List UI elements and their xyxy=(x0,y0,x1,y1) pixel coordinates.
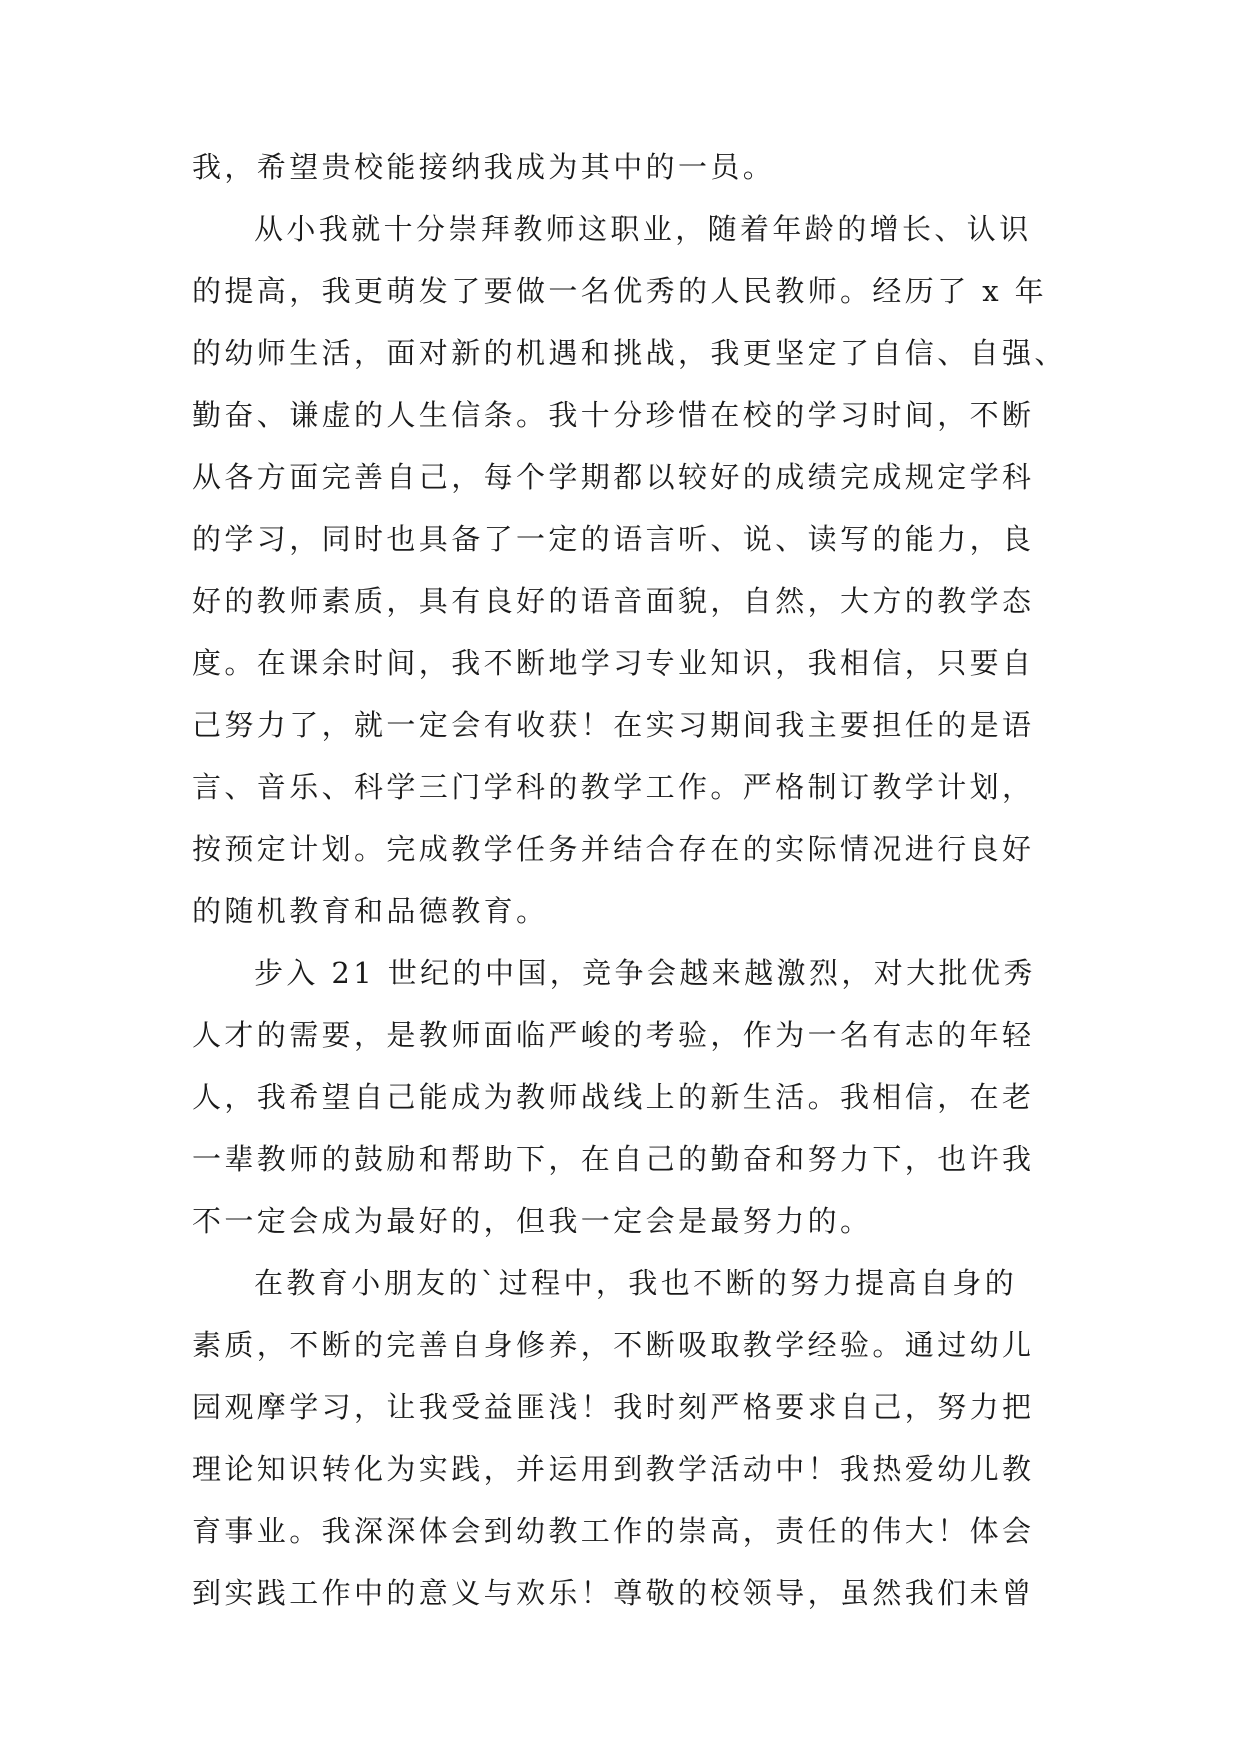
text-line: 育事业。我深深体会到幼教工作的崇高，责任的伟大！体会 xyxy=(192,1514,1035,1548)
paragraph-first-line: 在教育小朋友的`过程中，我也不断的努力提高自身的 xyxy=(254,1266,1018,1300)
text-line: 人才的需要，是教师面临严峻的考验，作为一名有志的年轻 xyxy=(192,1018,1035,1052)
text-line: 人，我希望自己能成为教师战线上的新生活。我相信，在老 xyxy=(192,1080,1035,1114)
text-line: 的随机教育和品德教育。 xyxy=(192,894,549,928)
text-line: 我，希望贵校能接纳我成为其中的一员。 xyxy=(192,150,776,184)
text-line: 的学习，同时也具备了一定的语言听、说、读写的能力，良 xyxy=(192,522,1035,556)
text-line: 理论知识转化为实践，并运用到教学活动中！我热爱幼儿教 xyxy=(192,1452,1035,1486)
text-line: 度。在课余时间，我不断地学习专业知识，我相信，只要自 xyxy=(192,646,1035,680)
text-line: 言、音乐、科学三门学科的教学工作。严格制订教学计划， xyxy=(192,770,1035,804)
text-line: 不一定会成为最好的，但我一定会是最努力的。 xyxy=(192,1204,873,1238)
text-line: 到实践工作中的意义与欢乐！尊敬的校领导，虽然我们未曾 xyxy=(192,1576,1035,1610)
text-line: 从各方面完善自己，每个学期都以较好的成绩完成规定学科 xyxy=(192,460,1035,494)
text-line: 的幼师生活，面对新的机遇和挑战，我更坚定了自信、自强、 xyxy=(192,336,1067,370)
text-line: 一辈教师的鼓励和帮助下，在自己的勤奋和努力下，也许我 xyxy=(192,1142,1035,1176)
text-line: 勤奋、谦虚的人生信条。我十分珍惜在校的学习时间，不断 xyxy=(192,398,1035,432)
paragraph-first-line: 从小我就十分崇拜教师这职业，随着年龄的增长、认识 xyxy=(254,212,1032,246)
text-line: 己努力了，就一定会有收获！在实习期间我主要担任的是语 xyxy=(192,708,1035,742)
text-line: 园观摩学习，让我受益匪浅！我时刻严格要求自己，努力把 xyxy=(192,1390,1035,1424)
text-line: 素质，不断的完善自身修养，不断吸取教学经验。通过幼儿 xyxy=(192,1328,1035,1362)
text-line: 好的教师素质，具有良好的语音面貌，自然，大方的教学态 xyxy=(192,584,1035,618)
text-line: 的提高，我更萌发了要做一名优秀的人民教师。经历了 x 年 xyxy=(192,274,1047,308)
text-line: 按预定计划。完成教学任务并结合存在的实际情况进行良好 xyxy=(192,832,1035,866)
paragraph-first-line: 步入 21 世纪的中国，竞争会越来越激烈，对大批优秀 xyxy=(254,956,1036,990)
